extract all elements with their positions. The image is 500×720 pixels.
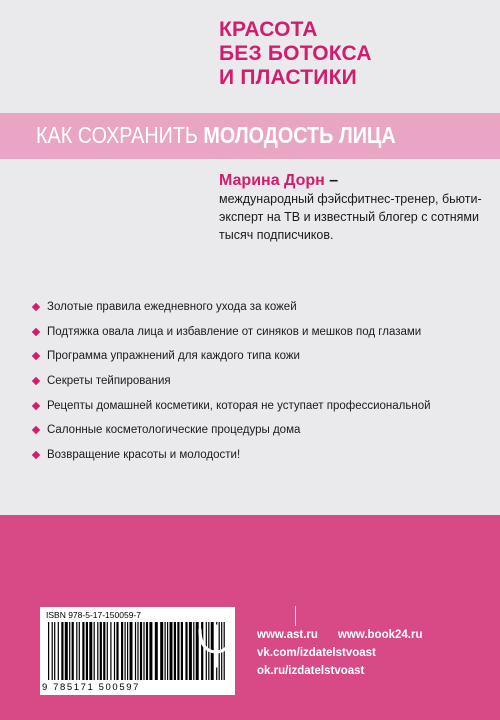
list-item bbox=[33, 300, 495, 325]
barcode-bar bbox=[189, 622, 192, 680]
barcode-bar bbox=[174, 622, 176, 680]
barcode-bar bbox=[79, 622, 80, 680]
barcode-digits: 9 785171 500597 bbox=[42, 682, 140, 693]
link-ok[interactable]: ok.ru/izdatelstvoast bbox=[257, 665, 365, 677]
barcode-bar bbox=[165, 622, 166, 680]
features-list bbox=[33, 300, 495, 473]
link-ast[interactable]: www.ast.ru bbox=[257, 629, 318, 641]
list-item-text: Салонные косметологические процедуры дома bbox=[47, 424, 301, 437]
list-item bbox=[33, 374, 495, 399]
barcode-bar bbox=[61, 622, 63, 680]
diamond-bullet-icon bbox=[32, 327, 40, 335]
barcode-bar bbox=[76, 622, 77, 680]
divider-line bbox=[295, 606, 296, 626]
list-item-text: Рецепты домашней косметики, которая не уступает профессиональной bbox=[47, 399, 431, 412]
barcode-bar bbox=[94, 622, 95, 680]
barcode-bar bbox=[48, 622, 49, 680]
barcode-bar bbox=[167, 622, 168, 680]
list-item-text: Секреты тейпирования bbox=[47, 375, 171, 388]
title-line-2: БЕЗ БОТОКСА bbox=[219, 42, 372, 65]
barcode-bar bbox=[160, 622, 163, 680]
barcode-bar bbox=[52, 622, 53, 680]
barcode-bar bbox=[97, 622, 98, 680]
barcode-bar bbox=[135, 622, 136, 680]
barcode-bar bbox=[54, 622, 55, 680]
barcode-bar bbox=[130, 622, 133, 680]
link-book24[interactable]: www.book24.ru bbox=[337, 629, 423, 641]
barcode-bar bbox=[143, 622, 144, 680]
list-item-text: Золотые правила ежедневного ухода за кожей bbox=[47, 301, 297, 313]
list-item bbox=[33, 349, 495, 374]
barcode-bar bbox=[185, 622, 187, 680]
barcode-bar bbox=[103, 622, 105, 680]
barcode-bar bbox=[170, 622, 173, 680]
barcode-bar bbox=[146, 622, 148, 680]
barcode-bar bbox=[82, 622, 84, 680]
publisher-logo-icon bbox=[196, 624, 236, 668]
diamond-bullet-icon bbox=[32, 426, 40, 434]
barcode-bar bbox=[155, 622, 158, 680]
barcode-bar bbox=[72, 622, 74, 680]
subtitle-prefix: КАК СОХРАНИТЬ bbox=[36, 122, 204, 148]
barcode-bar bbox=[193, 622, 194, 680]
diamond-bullet-icon bbox=[32, 402, 40, 410]
barcode-bar bbox=[127, 622, 128, 680]
barcode-bar bbox=[86, 622, 88, 680]
diamond-bullet-icon bbox=[32, 303, 40, 311]
author-bio: международный фэйсфитнес-тренер, бьюти-эксперт на ТВ и известный блогер с сотнями тысяч подписчиков. bbox=[219, 192, 482, 242]
barcode-bar bbox=[89, 622, 92, 680]
list-item-text: Возвращение красоты и молодости! bbox=[47, 449, 241, 462]
barcode-bar bbox=[149, 622, 152, 680]
barcode-bar bbox=[107, 622, 108, 680]
barcode-bar bbox=[181, 622, 183, 680]
barcode-bar bbox=[125, 622, 126, 680]
publisher-links bbox=[257, 626, 497, 680]
barcode-bar bbox=[110, 622, 111, 680]
author-name: Марина Дорн bbox=[219, 172, 325, 189]
title-line-1: КРАСОТА bbox=[219, 18, 318, 41]
list-item bbox=[33, 448, 495, 473]
title-line-3: И ПЛАСТИКИ bbox=[219, 66, 357, 89]
barcode-bar bbox=[58, 622, 59, 680]
barcode-bar bbox=[177, 622, 179, 680]
list-item-text: Подтяжка овала лица и избавление от синяков и мешков под глазами bbox=[47, 325, 422, 338]
barcode-bar bbox=[116, 622, 118, 680]
list-item-text: Программа упражнений для каждого типа кожи bbox=[47, 350, 300, 363]
barcode-bar bbox=[69, 622, 70, 680]
subtitle-highlight: МОЛОДОСТЬ ЛИЦА bbox=[203, 122, 396, 148]
barcode-bar bbox=[121, 622, 123, 680]
barcode-bar bbox=[114, 622, 115, 680]
list-item bbox=[33, 399, 495, 424]
book-title bbox=[219, 18, 489, 90]
list-item bbox=[33, 423, 495, 448]
isbn-label: ISBN 978-5-17-150059-7 bbox=[46, 610, 141, 620]
author-block bbox=[219, 172, 494, 244]
barcode-bar bbox=[100, 622, 102, 680]
link-vk[interactable]: vk.com/izdatelstvoast bbox=[257, 647, 376, 659]
barcode-bar bbox=[140, 622, 142, 680]
subtitle-text bbox=[36, 118, 432, 152]
barcode-bar bbox=[137, 622, 138, 680]
diamond-bullet-icon bbox=[32, 352, 40, 360]
diamond-bullet-icon bbox=[32, 451, 40, 459]
diamond-bullet-icon bbox=[32, 377, 40, 385]
list-item bbox=[33, 325, 495, 350]
barcode-bar bbox=[65, 622, 68, 680]
author-dash: – bbox=[324, 172, 339, 189]
